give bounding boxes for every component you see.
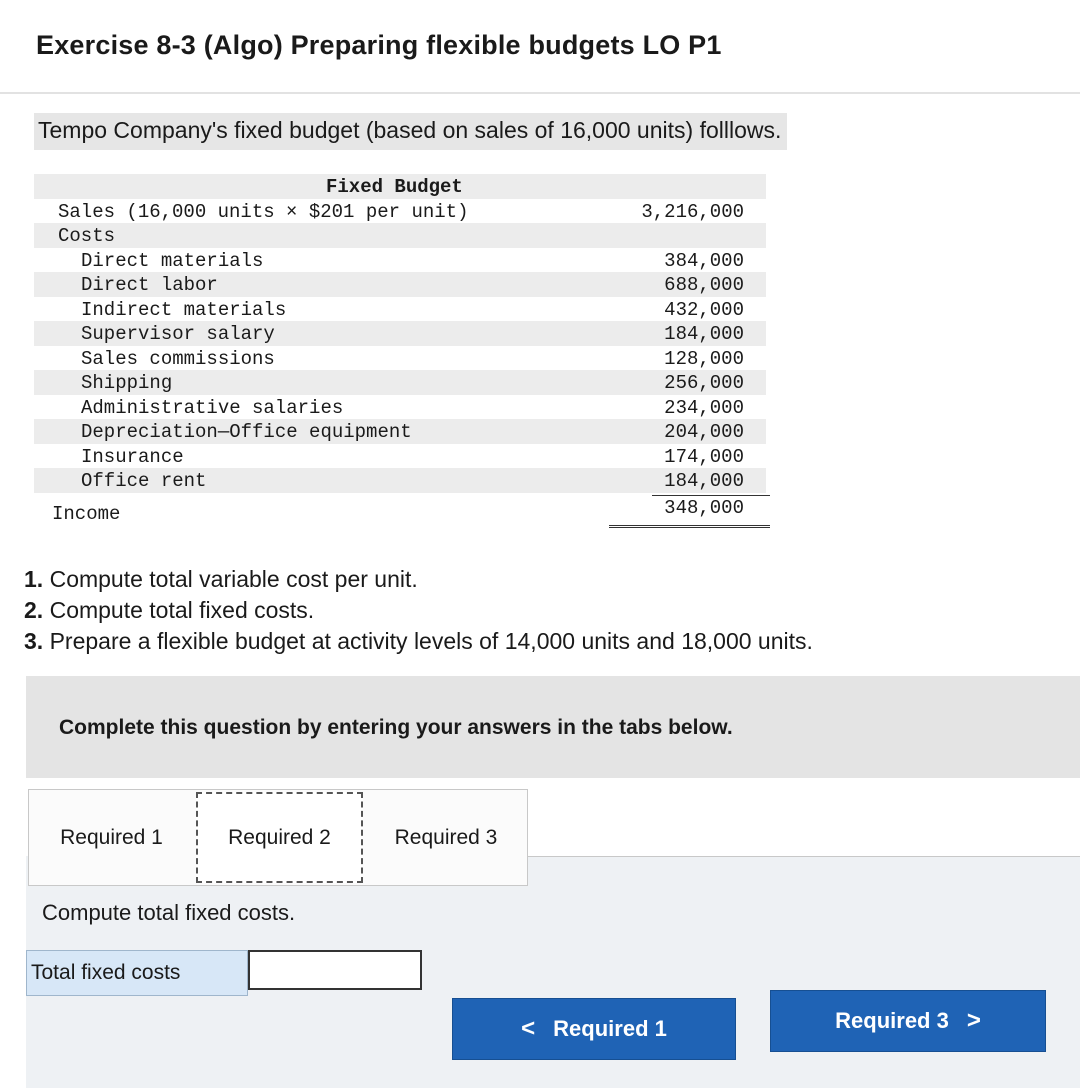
question-text: Prepare a flexible budget at activity levels of 14,000 units and 18,000 units. xyxy=(49,628,813,654)
intro-text: Tempo Company's fixed budget (based on sales of 16,000 units) folllows. xyxy=(34,113,787,150)
sales-row xyxy=(34,199,766,224)
cost-label: Office rent xyxy=(81,470,207,492)
chevron-right-icon: > xyxy=(966,1007,981,1034)
question-item xyxy=(24,626,813,657)
chevron-left-icon: < xyxy=(521,1015,536,1042)
cost-row xyxy=(34,444,766,469)
income-label: Income xyxy=(52,502,121,525)
total-fixed-costs-row xyxy=(26,950,426,998)
sales-label: Sales (16,000 units × $201 per unit) xyxy=(58,200,469,223)
cost-amount: 256,000 xyxy=(664,372,744,394)
tab-required-2[interactable]: Required 2 xyxy=(196,792,363,883)
cost-amount: 688,000 xyxy=(664,274,744,296)
cost-row xyxy=(34,346,766,371)
cost-amount: 184,000 xyxy=(664,470,744,492)
tab-required-3[interactable]: Required 3 xyxy=(394,825,498,849)
budget-header-row xyxy=(34,174,766,199)
cost-label: Supervisor salary xyxy=(81,323,275,345)
next-required-3-button[interactable] xyxy=(770,990,1046,1052)
cost-row xyxy=(34,419,766,444)
title-divider xyxy=(0,92,1080,94)
cost-amount: 432,000 xyxy=(664,298,744,321)
cost-amount: 234,000 xyxy=(664,396,744,419)
question-list xyxy=(24,564,813,657)
question-number: 2. xyxy=(24,597,44,623)
exercise-title: Exercise 8-3 (Algo) Preparing flexible budgets LO P1 xyxy=(36,30,722,60)
cost-label: Sales commissions xyxy=(81,347,275,370)
question-number: 1. xyxy=(24,566,44,592)
next-button-label: Required 3 xyxy=(835,1008,949,1033)
question-text: Compute total variable cost per unit. xyxy=(49,566,418,592)
budget-header: Fixed Budget xyxy=(326,176,463,198)
panel-prompt: Compute total fixed costs. xyxy=(42,900,296,925)
cost-row xyxy=(34,395,766,420)
question-item xyxy=(24,564,813,595)
cost-label: Direct materials xyxy=(81,249,264,272)
tab-required-1[interactable]: Required 1 xyxy=(60,825,163,849)
costs-label: Costs xyxy=(58,225,116,247)
previous-required-1-button[interactable] xyxy=(452,998,736,1060)
cost-row xyxy=(34,321,766,346)
cost-label: Depreciation—Office equipment xyxy=(81,421,412,443)
cost-label: Administrative salaries xyxy=(81,396,344,419)
previous-button-label: Required 1 xyxy=(553,1016,667,1041)
total-fixed-costs-label: Total fixed costs xyxy=(26,950,248,996)
cost-amount: 384,000 xyxy=(664,249,744,272)
instruction-banner xyxy=(26,676,1080,778)
question-text: Compute total fixed costs. xyxy=(49,597,315,623)
sales-amount: 3,216,000 xyxy=(641,200,744,223)
cost-amount: 174,000 xyxy=(664,445,744,468)
cost-row xyxy=(34,297,766,322)
income-amount: 348,000 xyxy=(664,496,744,519)
cost-row xyxy=(34,248,766,273)
costs-heading-row xyxy=(34,223,766,248)
cost-row xyxy=(34,272,766,297)
tab-panel-border xyxy=(526,856,1080,857)
cost-amount: 128,000 xyxy=(664,347,744,370)
cost-label: Insurance xyxy=(81,445,184,468)
cost-row xyxy=(34,468,766,493)
cost-label: Direct labor xyxy=(81,274,218,296)
cost-amount: 204,000 xyxy=(664,421,744,443)
income-row xyxy=(34,493,766,529)
tab-bar xyxy=(28,789,528,886)
instruction-text: Complete this question by entering your answers in the tabs below. xyxy=(59,716,733,739)
question-number: 3. xyxy=(24,628,44,654)
cost-row xyxy=(34,370,766,395)
question-item xyxy=(24,595,813,626)
fixed-budget-table xyxy=(34,174,766,529)
total-fixed-costs-input[interactable] xyxy=(248,950,422,990)
cost-amount: 184,000 xyxy=(664,323,744,345)
cost-label: Indirect materials xyxy=(81,298,287,321)
cost-label: Shipping xyxy=(81,372,173,394)
